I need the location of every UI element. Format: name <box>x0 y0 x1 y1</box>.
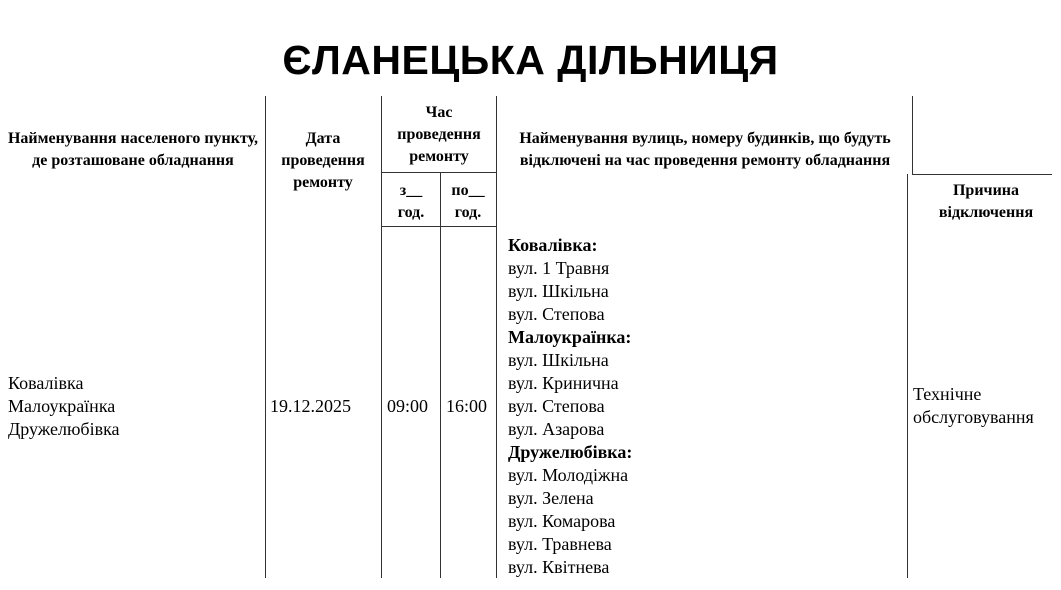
settlement-name: Малоукраїнка <box>8 396 116 416</box>
row-divider <box>912 174 1052 175</box>
street-item: вул. Шкільна <box>508 350 609 370</box>
village-heading: Ковалівка: <box>508 235 598 255</box>
row-divider <box>381 172 496 173</box>
column-divider <box>440 172 441 578</box>
settlements-cell <box>8 372 120 441</box>
street-item: вул. Азарова <box>508 419 605 439</box>
header-streets: Найменування вулиць, номеру будинків, що будуть відключені на час проведення ремонту обладнання <box>519 130 891 169</box>
outage-reason: Технічне обслуговування <box>913 384 1034 427</box>
street-item: вул. Степова <box>508 396 605 416</box>
street-item: вул. Зелена <box>508 488 594 508</box>
end-time: 16:00 <box>446 396 488 416</box>
street-item: вул. Кринична <box>508 373 619 393</box>
village-heading: Малоукраїнка: <box>508 327 632 347</box>
street-item: вул. Комарова <box>508 511 616 531</box>
header-date: Дата проведення ремонту <box>281 130 365 191</box>
street-item: вул. Шкільна <box>508 281 609 301</box>
row-divider <box>381 226 496 227</box>
header-to: по__ год. <box>451 182 485 221</box>
start-time: 09:00 <box>387 396 429 416</box>
column-divider <box>912 96 913 174</box>
repair-date: 19.12.2025 <box>270 396 351 416</box>
header-time: Час проведення ремонту <box>397 104 481 165</box>
settlement-name: Ковалівка <box>8 373 84 393</box>
header-reason: Причина відключення <box>938 182 1034 221</box>
column-divider <box>265 96 266 578</box>
village-heading: Дружелюбівка: <box>508 442 633 462</box>
column-divider <box>907 174 908 578</box>
street-item: вул. Квітнева <box>508 557 610 577</box>
street-item: вул. 1 Травня <box>508 258 610 278</box>
street-item: вул. Молодіжна <box>508 465 629 485</box>
streets-list <box>508 234 632 579</box>
header-from: з__ год. <box>397 182 425 221</box>
page-title: ЄЛАНЕЦЬКА ДІЛЬНИЦЯ <box>282 37 779 83</box>
column-divider <box>381 96 382 578</box>
street-item: вул. Травнева <box>508 534 612 554</box>
street-item: вул. Степова <box>508 304 605 324</box>
column-divider <box>496 96 497 578</box>
settlement-name: Дружелюбівка <box>8 419 120 439</box>
header-settlement: Найменування населеного пункту, де розташоване обладнання <box>7 130 259 169</box>
